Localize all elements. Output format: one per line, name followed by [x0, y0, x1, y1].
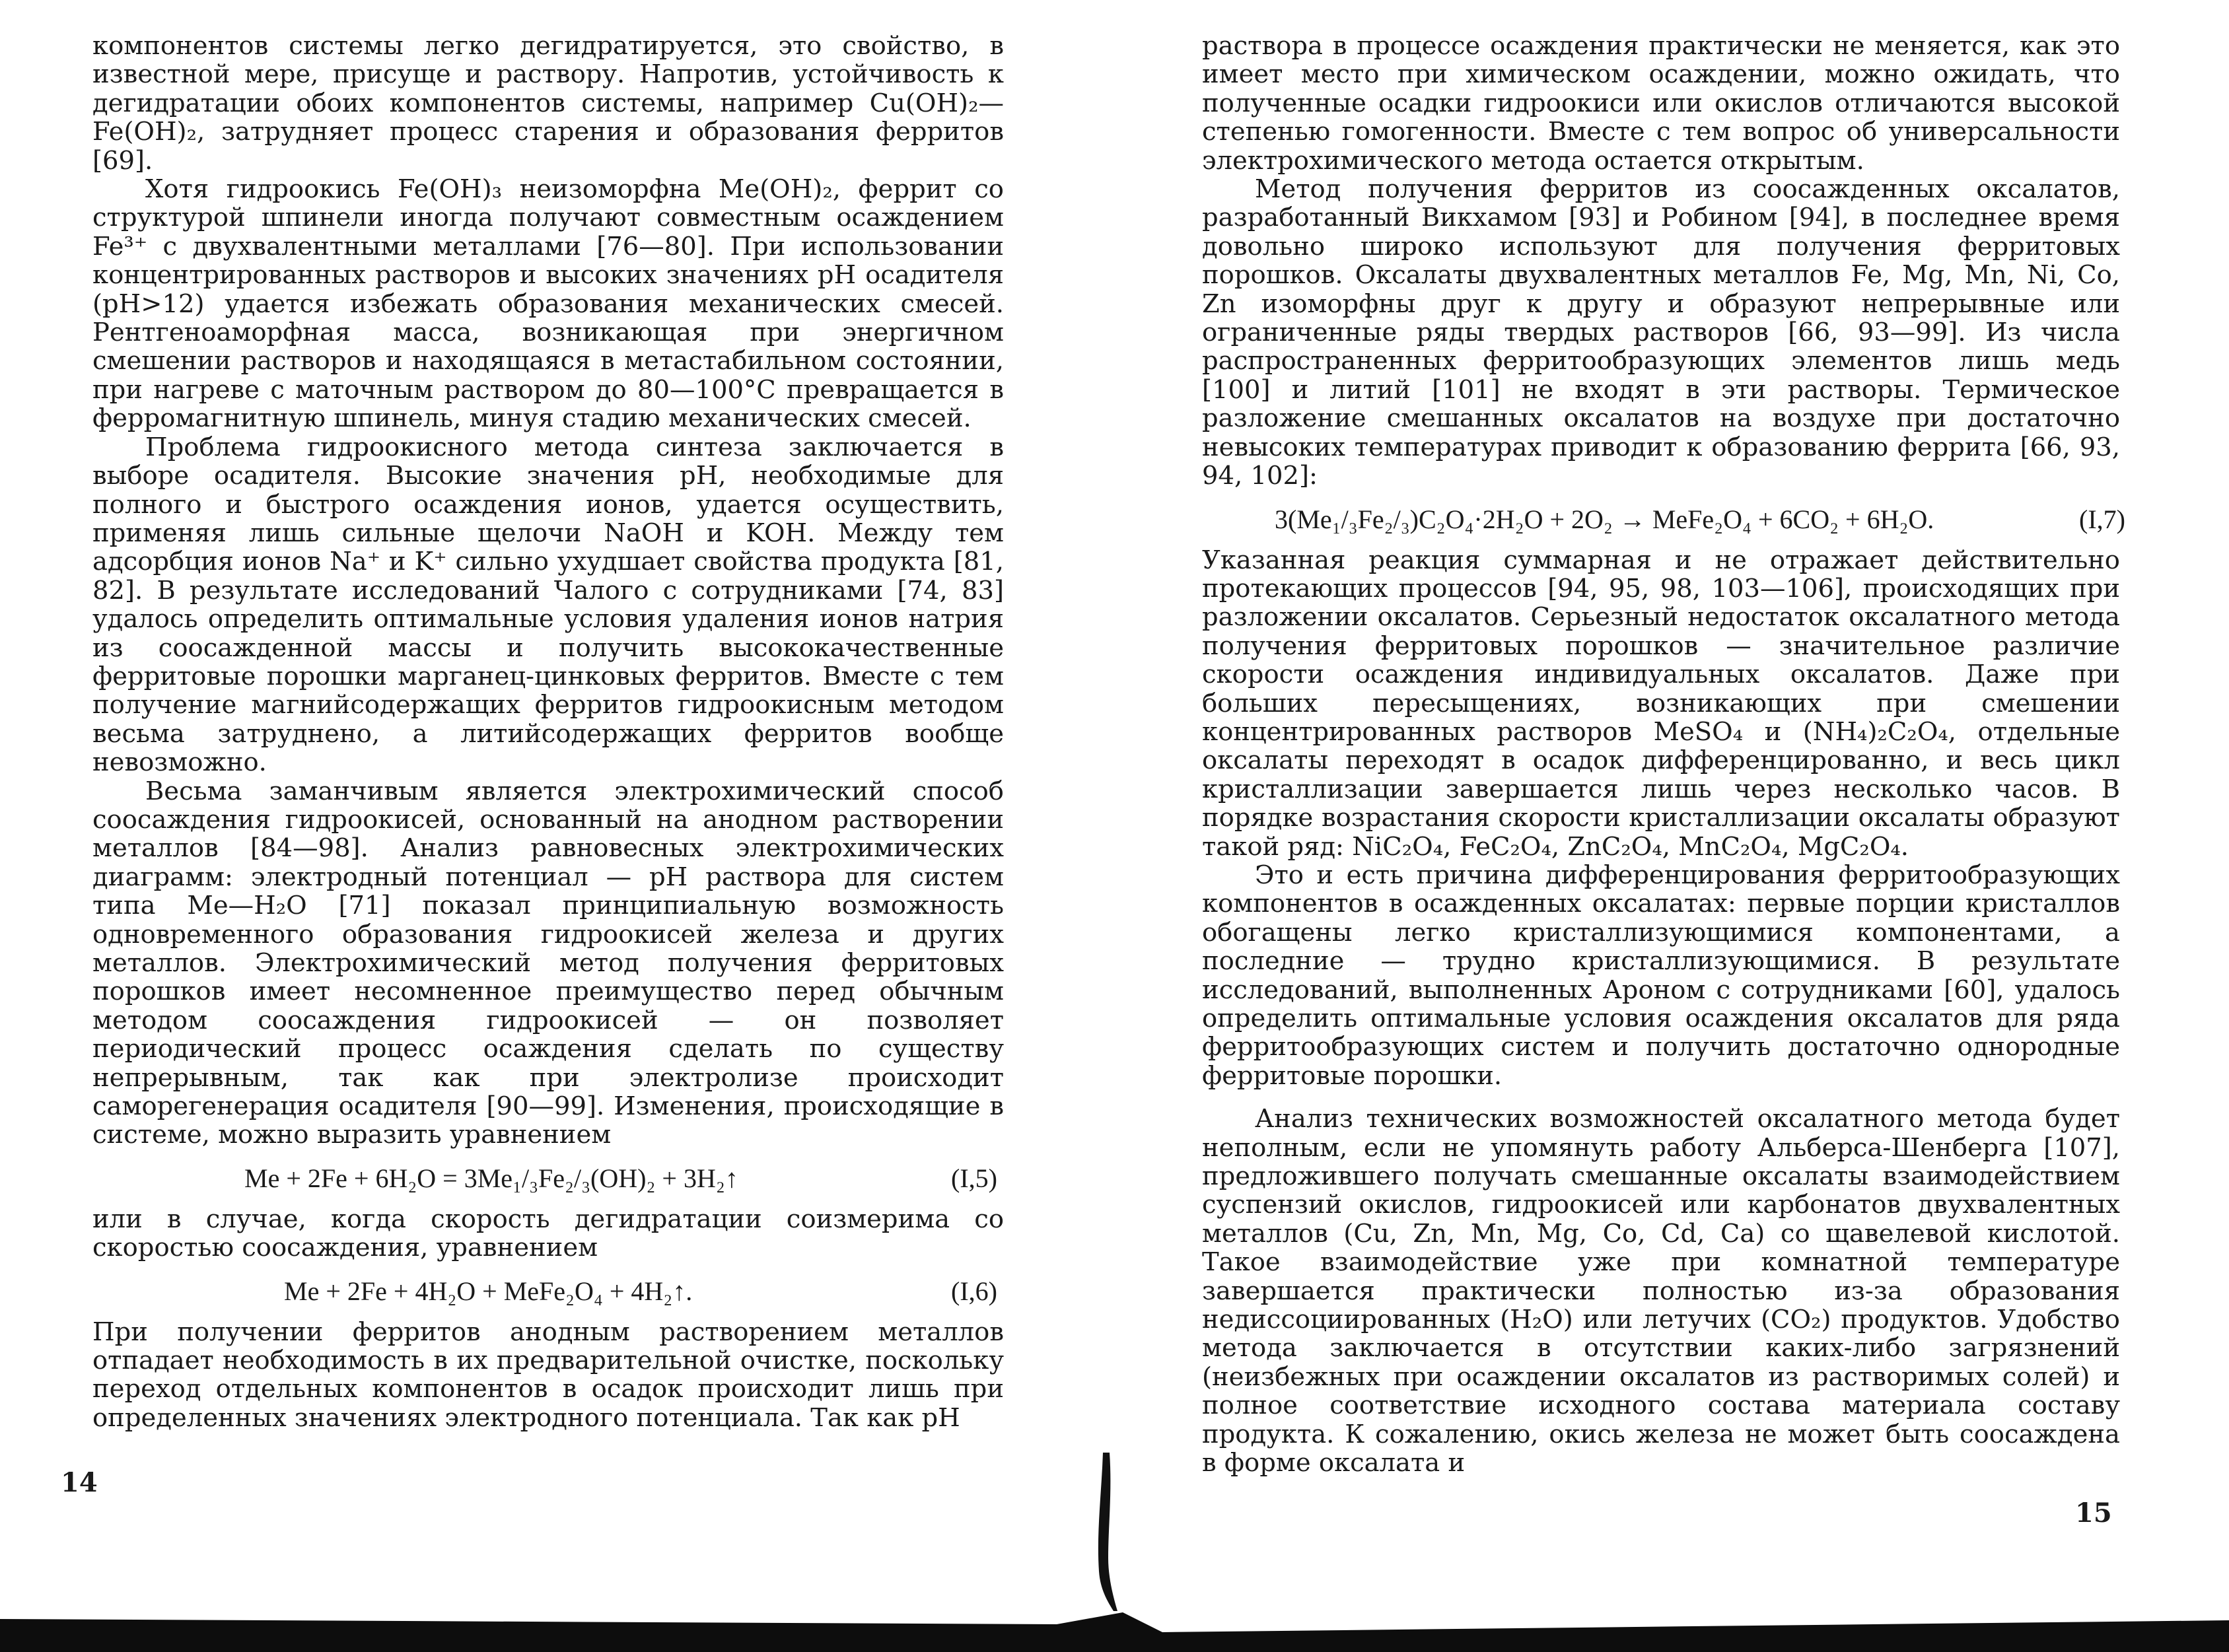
left-paragraph-4: Весьма заманчивым является электрохимический способ соосаждения гидроокисей, основанный на анодном растворении металлов [84—98]. Анализ равновесных электрохимических диаграмм: электродный потенциал — pH раствора для систем типа Me—H₂O [71] показал принципиальную возможность одновременного образования гидроокисей железа и других металлов. Электрохимический метод получения ферритовых порошков имеет несомненное преимущество перед обычным методом соосаждения гидроокисей — он позволяет периодический процесс осаждения сделать по существу непрерывным, так как при электролизе происходит саморегенерация осадителя [90—99]. Изменения, происходящие в системе, можно выразить уравнением: [92, 776, 1004, 1150]
left-paragraph-3: Проблема гидроокисного метода синтеза заключается в выборе осадителя. Высокие значения pH, необходимые для полного и быстрого осаждения ионов, удается осуществить, применяя лишь сильные щелочи NaOH и KOH. Между тем адсорбция ионов Na⁺ и K⁺ сильно ухудшает свойства продукта [81, 82]. В результате исследований Чалого с сотрудниками [74, 83] удалось определить оптимальные условия удаления ионов натрия из соосажденной массы и получить высококачественные ферритовые порошки марганец-цинковых ферритов. Вместе с тем получение магнийсодержащих ферритов гидроокисным методом весьма затруднено, а литийсодержащих ферритов вообще невозможно.: [92, 432, 1004, 778]
left-paragraph-5: или в случае, когда скорость дегидратации соизмерима со скоростью соосаждения, уравнением: [92, 1204, 1004, 1263]
right-paragraph-3: Указанная реакция суммарная и не отражает действительно протекающих процессов [94, 95, 98, 103—106], происходящих при разложении оксалатов. Серьезный недостаток оксалатного метода получения ферритовых порошков — значительное различие скорости осаждения индивидуальных оксалатов. Даже при больших пересыщениях, возникающих при смешении концентрированных растворов MeSO₄ и (NH₄)₂C₂O₄, отдельные оксалаты переходят в осадок дифференцированно, и весь цикл кристаллизации завершается лишь через несколько часов. В порядке возрастания скорости кристаллизации оксалаты образуют такой ряд: NiC₂O₄, FeC₂O₄, ZnC₂O₄, MnC₂O₄, MgC₂O₄.: [1202, 545, 2120, 862]
left-paragraph-6: При получении ферритов анодным растворением металлов отпадает необходимость в их предварительной очистке, поскольку переход отдельных компонентов в осадок происходит лишь при определенных значениях электродного потенциала. Так как pH: [92, 1317, 1004, 1433]
equation-i6-formula: Me + 2Fe + 4H₂O + MeFe₂O₄ + 4H₂↑.: [284, 1276, 693, 1306]
right-page-number: 15: [2075, 1497, 2112, 1529]
equation-i5: [92, 1159, 1004, 1198]
right-paragraph-2: Метод получения ферритов из соосажденных оксалатов, разработанный Викхамом [93] и Робином [94], в последнее время довольно широко используют для получения ферритовых порошков. Оксалаты двухвалентных металлов Fe, Mg, Mn, Ni, Co, Zn изоморфны друг к другу и образуют непрерывные или ограниченные ряды твердых растворов [66, 93—99]. Из числа распространенных ферритообразующих элементов лишь медь [100] и литий [101] не входят в эти растворы. Термическое разложение смешанных оксалатов на воздухе при достаточно невысоких температурах приводит к образованию феррита [66, 93, 94, 102]:: [1202, 174, 2120, 491]
left-page: [92, 32, 1004, 1432]
equation-i6: [92, 1272, 1004, 1311]
scan-bottom-shadow: [0, 1606, 2229, 1652]
right-paragraph-4: Это и есть причина дифференцирования ферритообразующих компонентов в осажденных оксалатах: первые порции кристаллов обогащены легко кристаллизующимися компонентами, а последние — трудно кристаллизующимися. В результате исследований, выполненных Ароном с сотрудниками [60], удалось определить оптимальные условия осаждения оксалатов для ряда ферритообразующих систем и получить достаточно однородные ферритовые порошки.: [1202, 860, 2120, 1091]
left-paragraph-2: Хотя гидроокись Fe(OH)₃ неизоморфна Me(OH)₂, феррит со структурой шпинели иногда получают совместным осаждением Fe³⁺ с двухвалентными металлами [76—80]. При использовании концентрированных растворов и высоких значениях pH осадителя (pH>12) удается избежать образования механических смесей. Рентгеноаморфная масса, возникающая при энергичном смешении растворов и находящаяся в метастабильном состоянии, при нагреве с маточным раствором до 80—100°C превращается в ферромагнитную шпинель, минуя стадию механических смесей.: [92, 174, 1004, 434]
equation-i6-number: (I,6): [951, 1276, 997, 1306]
equation-i7: [1202, 500, 2125, 539]
right-page: [1202, 31, 2125, 1478]
equation-i7-formula: 3(Me₁/₃Fe₂/₃)C₂O₄·2H₂O + 2O₂ → MeFe₂O₄ + 6CO₂ + 6H₂O.: [1275, 504, 1934, 534]
left-paragraph-1: компонентов системы легко дегидратируется, это свойство, в известной мере, присуще и раствору. Напротив, устойчивость к дегидратации обоих компонентов системы, например Cu(OH)₂—Fe(OH)₂, затрудняет процесс старения и образования ферритов [69].: [92, 31, 1004, 176]
right-paragraph-5: Анализ технических возможностей оксалатного метода будет неполным, если не упомянуть работу Альберса-Шенберга [107], предложившего получать смешанные оксалаты взаимодействием суспензий окислов, гидроокисей или карбонатов двухвалентных металлов (Cu, Zn, Mn, Mg, Co, Cd, Ca) со щавелевой кислотой. Такое взаимодействие уже при комнатной температуре завершается практически полностью из-за образования недиссоциированных (H₂O) или летучих (CO₂) продуктов. Удобство метода заключается в отсутствии каких-либо загрязнений (неизбежных при осаждении оксалатов из растворимых солей) и полное соответствие исходного состава материала составу продукта. К сожалению, окись железа не может быть соосаждена в форме оксалата и: [1202, 1104, 2120, 1478]
right-paragraph-1: раствора в процессе осаждения практически не меняется, как это имеет место при химическом осаждении, можно ожидать, что полученные осадки гидроокиси или окислов отличаются высокой степенью гомогенности. Вместе с тем вопрос об универсальности электрохимического метода остается открытым.: [1202, 31, 2120, 176]
equation-i7-number: (I,7): [2079, 504, 2125, 534]
book-gutter-shadow: [1083, 1453, 1129, 1611]
left-page-number: 14: [61, 1467, 98, 1498]
equation-i5-formula: Me + 2Fe + 6H₂O = 3Me₁/₃Fe₂/₃(OH)₂ + 3H₂↑: [244, 1163, 738, 1193]
equation-i5-number: (I,5): [951, 1163, 997, 1193]
